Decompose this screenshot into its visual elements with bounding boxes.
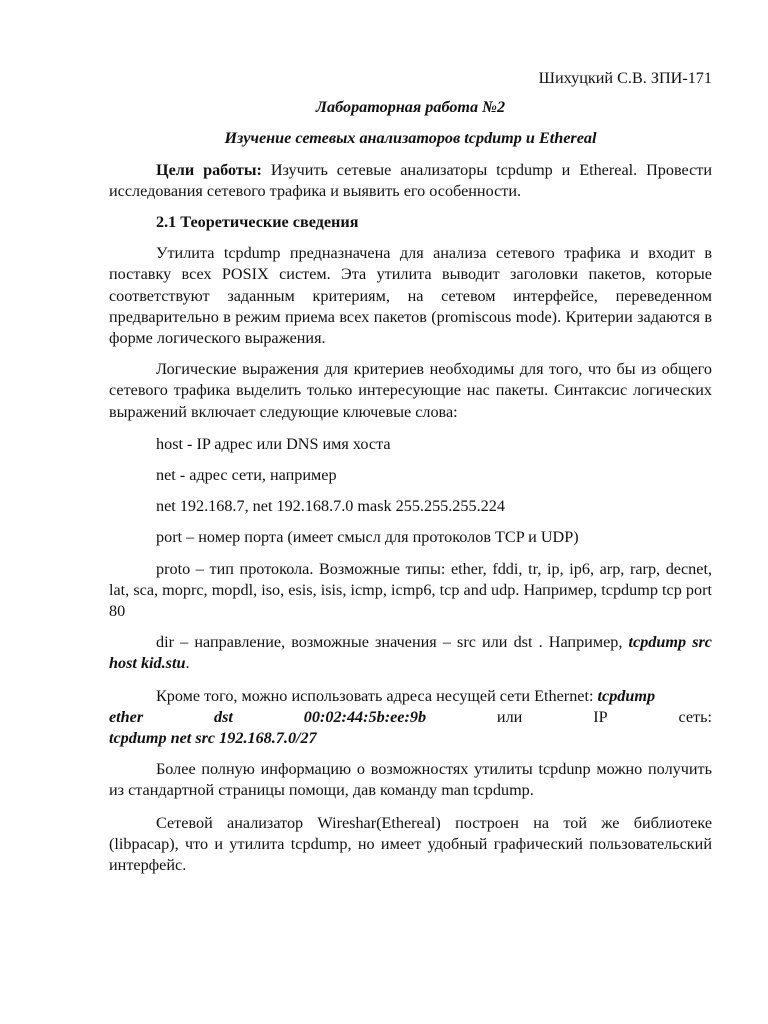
keyword-host: host - IP адрес или DNS имя хоста [156,434,391,453]
ethernet-mac: 00:02:44:5b:ee:9b [303,707,427,726]
ethernet-command-1: tcpdump [597,686,656,705]
keyword-net-example: net 192.168.7, net 192.168.7.0 mask 255.255.255.224 [156,497,505,516]
paragraph-tcpdump-intro: Утилита tcpdump предназначена для анализа сетевого трафика и входит в поставку всех POSIX систем. Эта утилита выводит заголовки пакетов, которые соответствуют заданным критериям, на сетевом интерфейсе, переведенном предварительно в режим приема всех пакетов (promiscous mode). Критерии задаются в форме логического выражения. [109,244,712,348]
goals-text: Изучить сетевые анализаторы tcpdump и Ethereal. Провести исследования сетевого трафика и выявить его особенности. [109,160,712,200]
section-heading: 2.1 Теоретические сведения [156,213,359,232]
ethernet-word-ether: ether [109,707,144,726]
ethernet-line-1 [109,686,712,707]
ethernet-word-or: или [496,707,523,726]
ethernet-word-dst: dst [214,707,233,726]
ethernet-text: Кроме того, можно использовать адреса несущей сети Ethernet: [156,686,598,705]
dir-end: . [185,654,190,673]
ethernet-word-ip: IP [593,707,608,726]
document-subtitle: Изучение сетевых анализаторов tcpdump и Ethereal [224,129,597,148]
paragraph-man-page: Более полную информацию о возможностях утилиты tcpdunp можно получить из стандартной страницы помощи, дав команду man tcpdump. [109,760,712,800]
goals-label: Цели работы: [156,160,262,179]
ethernet-word-net: сеть: [678,707,712,726]
ethernet-line-2 [109,707,712,728]
keyword-dir [109,632,712,674]
author-line: Шихуцкий С.В. ЗПИ-171 [538,69,712,87]
dir-text: dir – направление, возможные значения – src или dst . Например, [156,633,629,652]
dir-command: tcpdump src host kid.stu [109,633,712,673]
goals-paragraph [109,160,712,202]
document-title: Лабораторная работа №2 [315,98,506,117]
keyword-net: net - адрес сети, например [156,466,337,485]
keyword-port: port – номер порта (имеет смысл для протоколов TCP и UDP) [156,528,579,547]
ethernet-paragraph [109,686,712,750]
paragraph-logical-expressions: Логические выражения для критериев необходимы для того, что бы из общего сетевого трафика выделить только интересующие нас пакеты. Синтаксис логических выражений включает следующие ключевые слова: [109,360,712,421]
paragraph-wireshark: Сетевой анализатор Wireshar(Ethereal) построен на той же библиотеке (libpacap), что и утилита tcpdump, но имеет удобный графический пользовательский интерфейс. [109,813,712,875]
ethernet-command-2: tcpdump net src 192.168.7.0/27 [109,729,317,748]
keyword-proto: proto – тип протокола. Возможные типы: ether, fddi, tr, ip, ip6, arp, rarp, decnet, lat, sca, moprc, mopdl, iso, esis, isis, icmp, icmp6, tcp and udp. Например, tcpdump tcp port 80 [109,559,712,621]
